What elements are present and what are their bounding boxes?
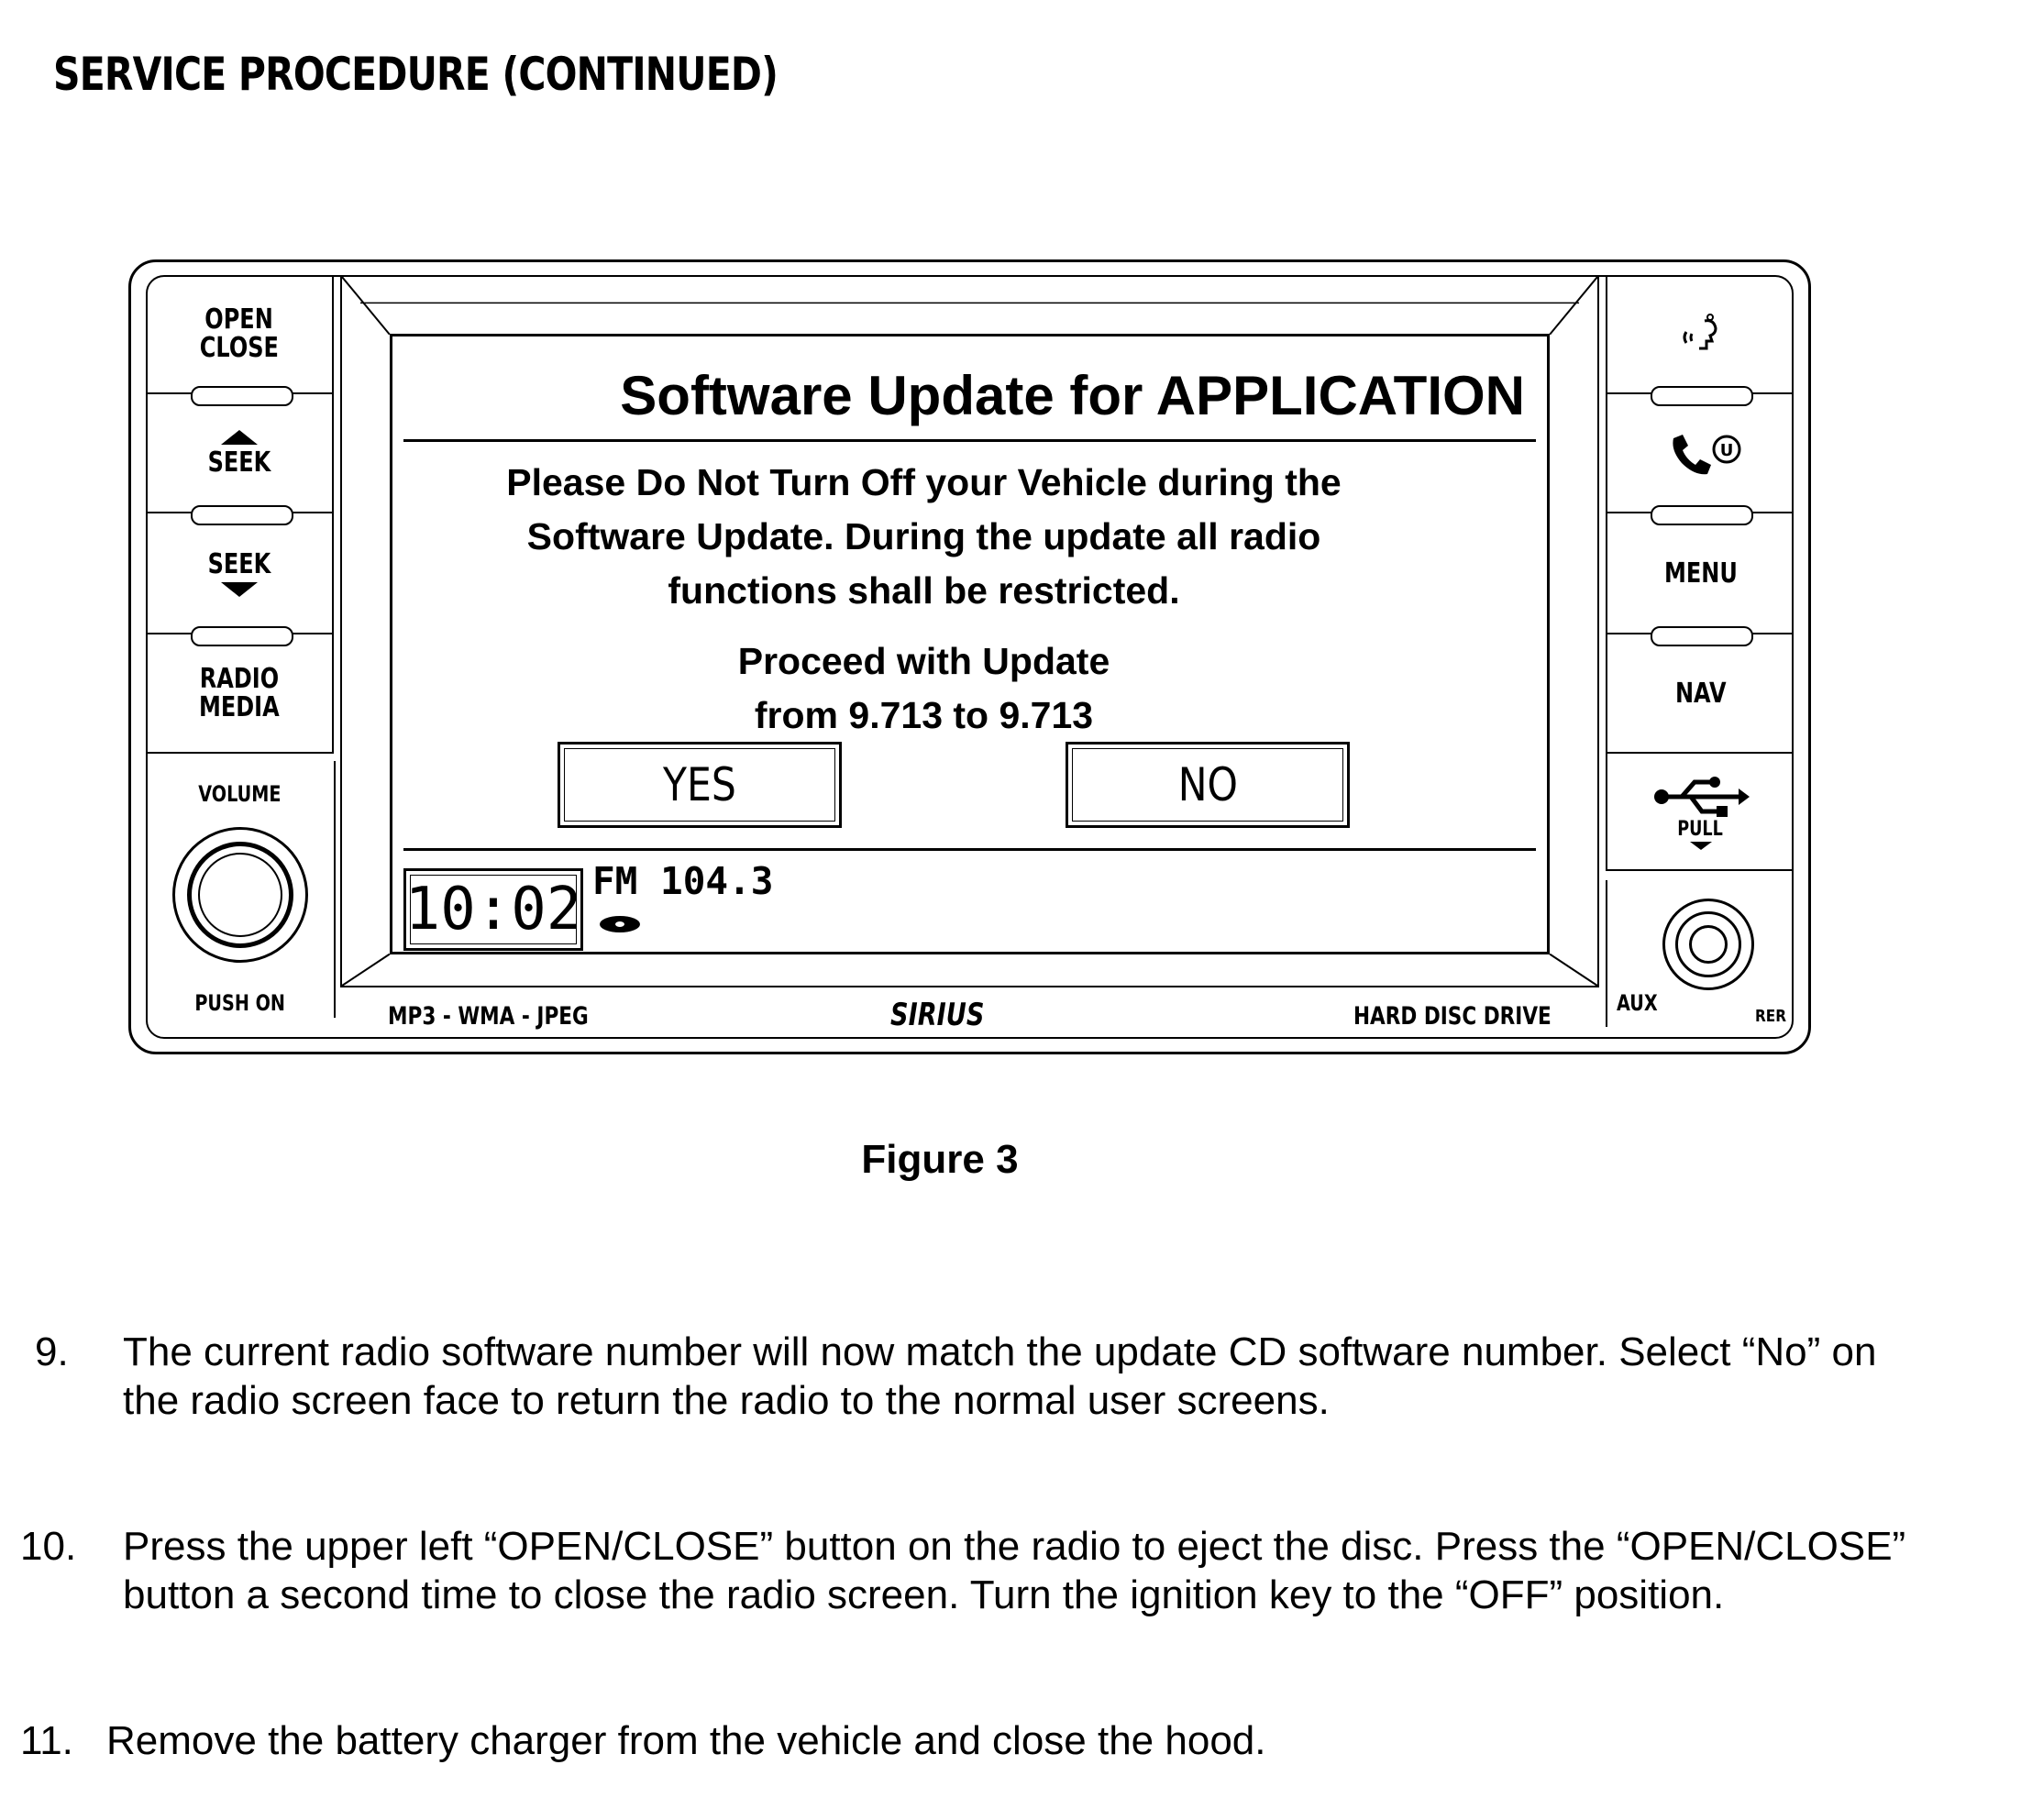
volume-label: VOLUME [198,781,282,807]
push-on-label: PUSH ON [194,990,285,1016]
right-button-column [1606,275,1794,1039]
arrow-up-icon [221,430,258,445]
divider-pill [1651,505,1753,525]
left-button-column [146,275,334,1039]
open-label: OPEN [204,303,273,336]
aux-jack-ring [1675,911,1741,977]
touch-screen [390,334,1550,954]
step-text: Press the upper left “OPEN/CLOSE” button on the radio to eject the disc. Press the “OPEN/CLOSE” [123,1524,1906,1569]
step-item [20,1716,2010,1771]
radio-label: RADIO [199,663,279,695]
radio-head-unit [128,259,1811,1054]
seek-down-label: SEEK [207,547,271,580]
hard-disc-drive-label: HARD DISC DRIVE [1353,1002,1552,1031]
station-readout: FM 104.3 [592,859,774,903]
message-line: Software Update. During the update all radio [526,515,1321,557]
step-item [20,1522,2010,1623]
divider-pill [1651,386,1753,406]
seek-down-button[interactable] [146,513,334,634]
step-text: button a second time to close the radio screen. Turn the ignition key to the “OFF” position. [123,1572,1725,1617]
phone-button[interactable] [1606,394,1794,513]
aux-jack[interactable] [1662,899,1754,990]
open-close-button[interactable] [146,275,334,394]
volume-area [146,761,336,1018]
clock-display: 10:02 [403,868,583,951]
formats-label: MP3 - WMA - JPEG [388,1002,589,1031]
step-number: 10. [20,1524,77,1569]
divider-pill [1651,626,1753,646]
close-label: CLOSE [199,332,279,364]
volume-knob[interactable] [172,827,308,963]
voice-command-icon [1673,306,1728,361]
seek-up-label: SEEK [207,446,271,479]
aux-label: AUX [1617,990,1658,1016]
usb-port-cover[interactable] [1606,754,1794,871]
screen-bezel [340,275,1599,987]
step-text: Remove the battery charger from the vehicle and close the hood. [106,1718,1266,1763]
seek-up-button[interactable] [146,394,334,513]
nav-label: NAV [1674,677,1727,710]
page-heading: SERVICE PROCEDURE (CONTINUED) [53,48,779,101]
step-text: the radio screen face to return the radio to the normal user screens. [123,1378,1330,1423]
bottom-label-strip [340,987,1599,1039]
voice-command-button[interactable] [1606,275,1794,394]
media-label: MEDIA [198,691,280,723]
proceed-prompt [392,634,1547,743]
divider-pill [191,505,293,525]
usb-icon [1651,774,1751,820]
proceed-label: Proceed with Update [737,640,1110,682]
step-number: 9. [35,1329,69,1374]
step-text: The current radio software number will now match the update CD software number. Select “No” on [123,1329,1877,1374]
aux-input-area [1606,880,1795,1027]
phone-uconnect-icon [1655,425,1747,480]
arrow-down-icon [221,582,258,597]
pull-label: PULL [1677,817,1724,841]
radio-media-button[interactable] [146,634,334,754]
message-line: functions shall be restricted. [668,569,1180,612]
no-button[interactable] [1066,742,1350,828]
version-range: from 9.713 to 9.713 [754,694,1094,736]
title-rule [403,439,1536,442]
svg-text:U: U [1719,441,1733,460]
figure-caption: Figure 3 [861,1137,1019,1182]
disc-icon [600,916,640,932]
rer-label: RER [1754,1007,1786,1026]
divider-pill [191,386,293,406]
divider-pill [191,626,293,646]
warning-message [392,456,1547,618]
yes-button[interactable] [558,742,842,828]
sirius-logo: SIRIUS [890,997,985,1033]
no-label: NO [1177,758,1238,811]
step-number: 11. [20,1718,73,1763]
pull-arrow-icon [1690,842,1712,850]
volume-knob-core [198,853,282,937]
step-item [35,1328,2006,1428]
aux-jack-core [1689,925,1728,964]
message-line: Please Do Not Turn Off your Vehicle during the [506,461,1342,503]
menu-label: MENU [1663,557,1738,590]
yes-label: YES [663,758,736,811]
menu-button[interactable] [1606,513,1794,634]
nav-button[interactable] [1606,634,1794,754]
volume-knob-ring [187,842,293,948]
screen-title: Software Update for APPLICATION [620,365,1525,426]
status-rule [403,848,1536,851]
